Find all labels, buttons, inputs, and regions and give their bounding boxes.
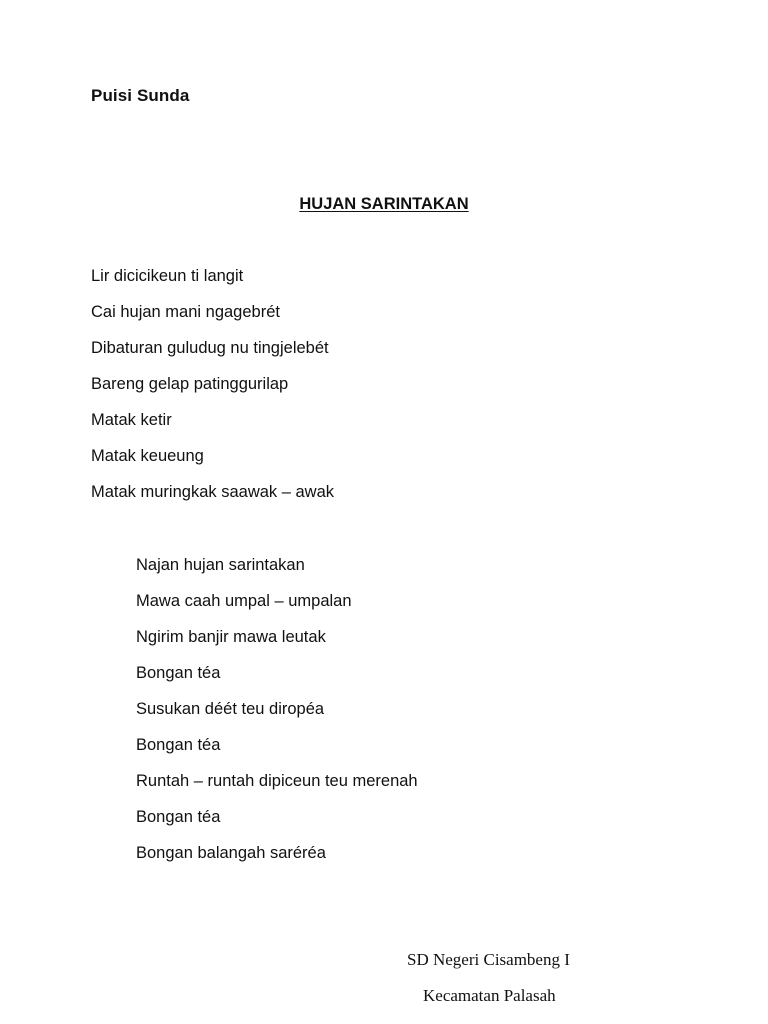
poem-line: Bongan téa [136, 808, 221, 826]
signature-district: Kecamatan Palasah [423, 986, 556, 1005]
poem-title: HUJAN SARINTAKAN [299, 195, 469, 213]
poem-line: Ngirim banjir mawa leutak [136, 628, 326, 646]
poem-line: Bongan téa [136, 736, 221, 754]
poem-line: Matak muringkak saawak – awak [91, 483, 335, 501]
poem-line: Dibaturan guludug nu tingjelebét [91, 339, 329, 357]
poem-line: Bongan balangah saréréa [136, 844, 326, 862]
poem-line: Matak ketir [91, 411, 172, 429]
poem-line: Najan hujan sarintakan [136, 556, 305, 574]
signature-school: SD Negeri Cisambeng I [407, 950, 570, 969]
poem-line: Bareng gelap patinggurilap [91, 375, 289, 393]
poem-line: Lir dicicikeun ti langit [91, 267, 244, 285]
poem-stanza-1 [91, 266, 334, 518]
poem-line: Mawa caah umpal – umpalan [136, 592, 352, 610]
poem-line: Bongan téa [136, 664, 221, 682]
poem-stanza-2 [136, 555, 418, 879]
poem-line: Cai hujan mani ngagebrét [91, 303, 280, 321]
document-category-label: Puisi Sunda [91, 86, 190, 105]
poem-line: Susukan déét teu diropéa [136, 700, 325, 718]
poem-line: Runtah – runtah dipiceun teu merenah [136, 772, 418, 790]
poem-line: Matak keueung [91, 447, 204, 465]
